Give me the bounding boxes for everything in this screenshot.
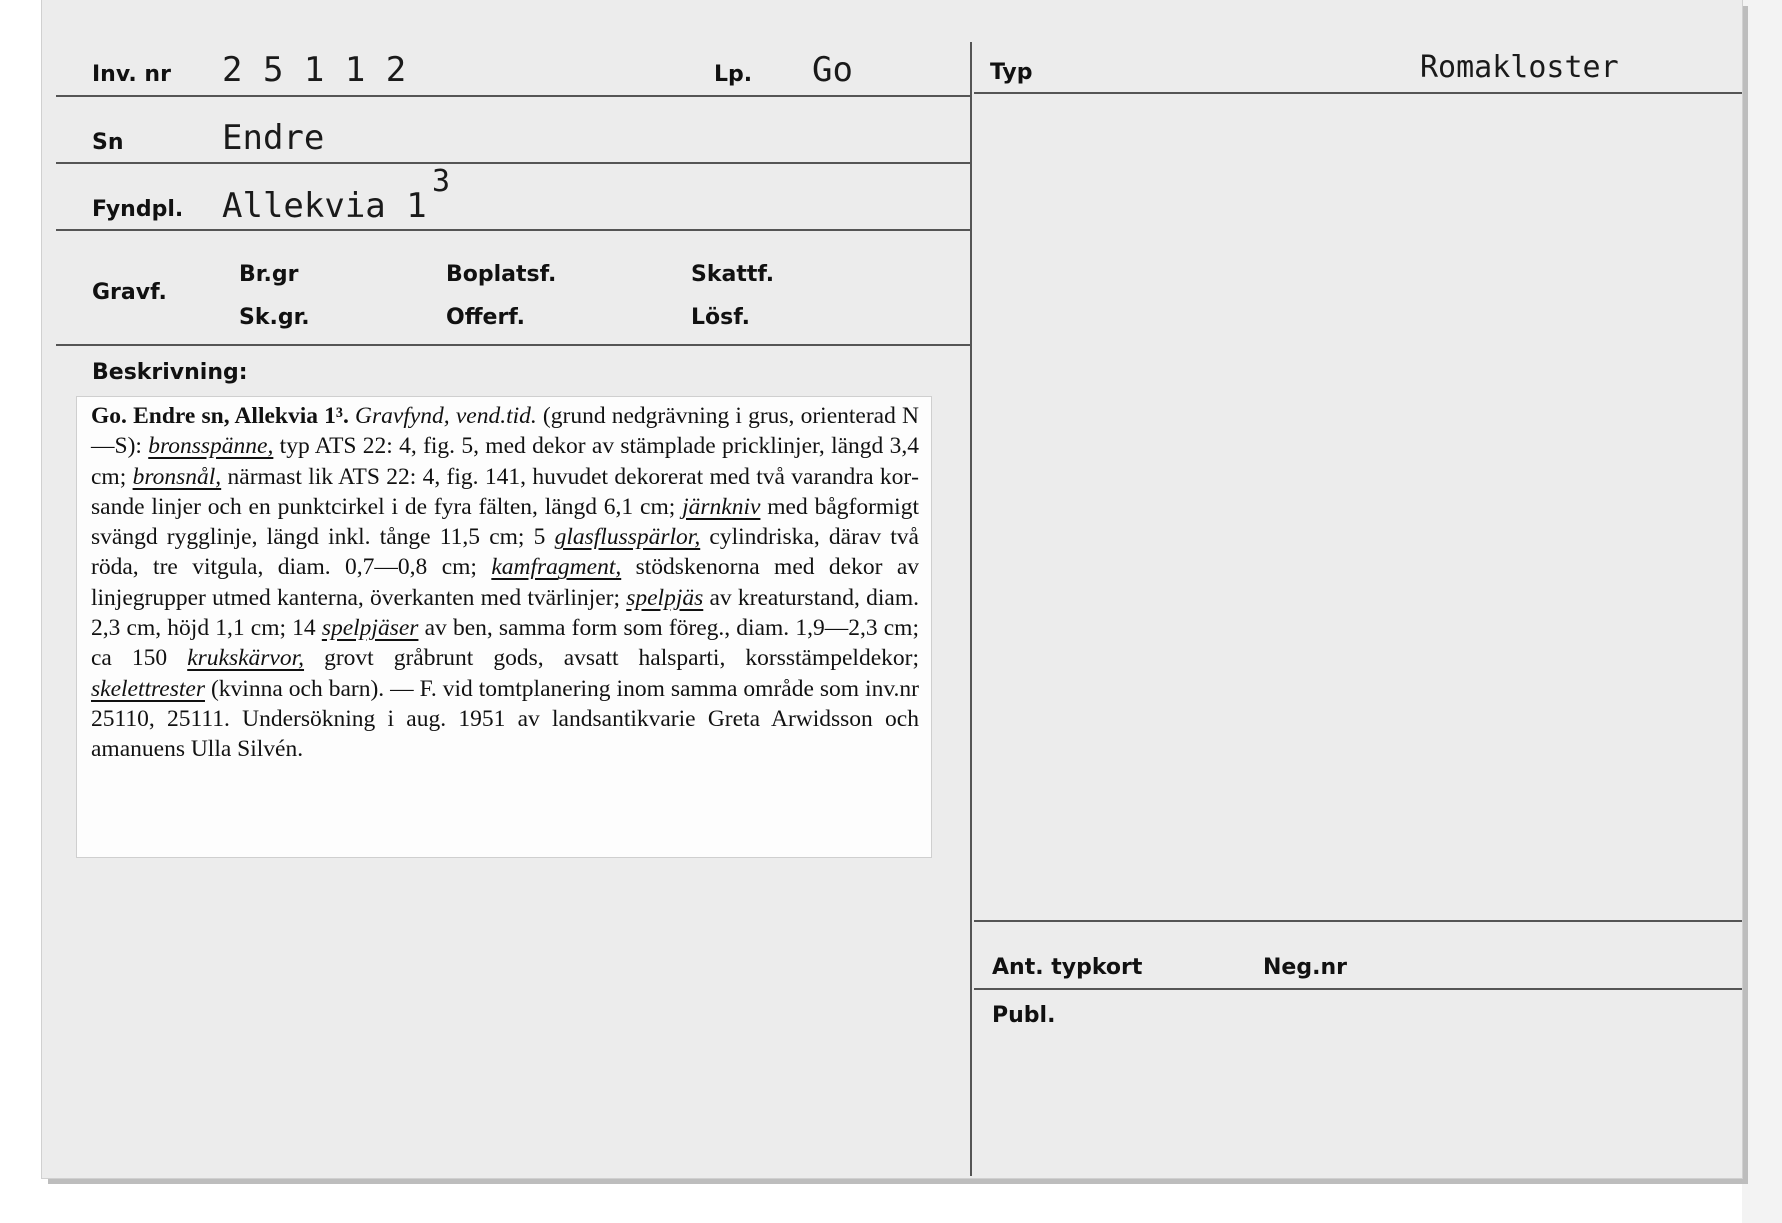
find-item: bronsnål,: [132, 463, 222, 490]
inv-value: 2 5 1 1 2: [222, 50, 407, 90]
offerf-label: Offerf.: [446, 305, 526, 330]
find-item: spelpjäser: [321, 615, 419, 642]
ant-typkort-label: Ant. typkort: [992, 955, 1143, 980]
boplatsf-label: Boplatsf.: [446, 262, 557, 287]
sn-label: Sn: [92, 130, 124, 155]
sn-value: Endre: [222, 118, 325, 158]
rule-inv: [56, 95, 970, 97]
find-item: järnkniv: [682, 493, 761, 520]
gravf-label: Gravf.: [92, 280, 167, 305]
beskrivning-label: Beskrivning:: [92, 360, 248, 385]
publ-label: Publ.: [992, 1003, 1056, 1028]
column-divider: [970, 42, 972, 1176]
brgr-label: Br.gr: [239, 262, 299, 287]
rule-fyndpl: [56, 229, 970, 231]
find-item: kamfragment,: [491, 554, 622, 581]
fyndpl-label: Fyndpl.: [92, 197, 184, 222]
description-heading: Go. Endre sn, Allekvia 1³.: [91, 403, 349, 429]
find-item: spelpjäs: [626, 584, 704, 611]
losf-label: Lösf.: [691, 305, 750, 330]
skgr-label: Sk.gr.: [239, 305, 310, 330]
description-category: Gravfynd, vend.tid.: [355, 403, 537, 429]
skattf-label: Skattf.: [691, 262, 775, 287]
description-slip: [76, 396, 932, 858]
find-item: skelettrester: [91, 675, 205, 702]
rule-ant-bottom: [974, 988, 1742, 990]
lp-value: Go: [812, 50, 853, 90]
lp-label: Lp.: [714, 62, 753, 87]
find-item: krukskärvor,: [187, 645, 305, 672]
typ-label: Typ: [990, 60, 1033, 85]
find-item: bronsspänne,: [148, 433, 274, 460]
fyndpl-superscript: 3: [432, 164, 451, 199]
rule-gravf: [56, 344, 970, 346]
description-text: Go. Endre sn, Allekvia 1³. Gravfynd, vend.tid. (grund nedgrävning i grus, orienterad N—S): bronsspänne, typ ATS 22: 4, fig. 5, med dekor av stämplade pricklinjer, längd 3,4 cm; bronsnål, närmast lik ATS 22: 4, fig. 141, huvudet dekorerat med två varandra korsande linjer och en punktcirkel i de fyra fälten, längd 6,1 cm; järnkniv med bågformigt svängd rygglinje, längd inkl. tånge 11,5 cm; 5 glasflusspärlor, cylindriska, därav två röda, tre vitgula, diam. 0,7—0,8 cm; kamfragment, stödskenorna med dekor av linjegrupper utmed kanterna, överkanten med tvärlinjer; spelpjäs av kreaturstand, diam. 2,3 cm, höjd 1,1 cm; 14 spelpjäser av ben, samma form som föreg., diam. 1,9—2,3 cm; ca 150 krukskärvor, grovt gråbrunt gods, avsatt halsparti, korsstämpeldekor; skelettrester (kvinna och barn). — F. vid tomtplanering inom samma område som inv.nr 25110, 25111. Undersökning i aug. 1951 av landsantikvarie Greta Arwidsson och amanuens Ulla Silvén.: [91, 403, 919, 763]
rule-sn: [56, 162, 970, 164]
rule-typ: [974, 92, 1742, 94]
negnr-label: Neg.nr: [1263, 955, 1347, 980]
find-item: glasflusspärlor,: [554, 524, 701, 551]
inv-label: Inv. nr: [92, 62, 171, 87]
typ-value: Romakloster: [1420, 50, 1619, 85]
scan-edge: [1742, 0, 1782, 1223]
rule-ant-top: [974, 920, 1742, 922]
fyndpl-value: Allekvia 1: [222, 186, 427, 226]
